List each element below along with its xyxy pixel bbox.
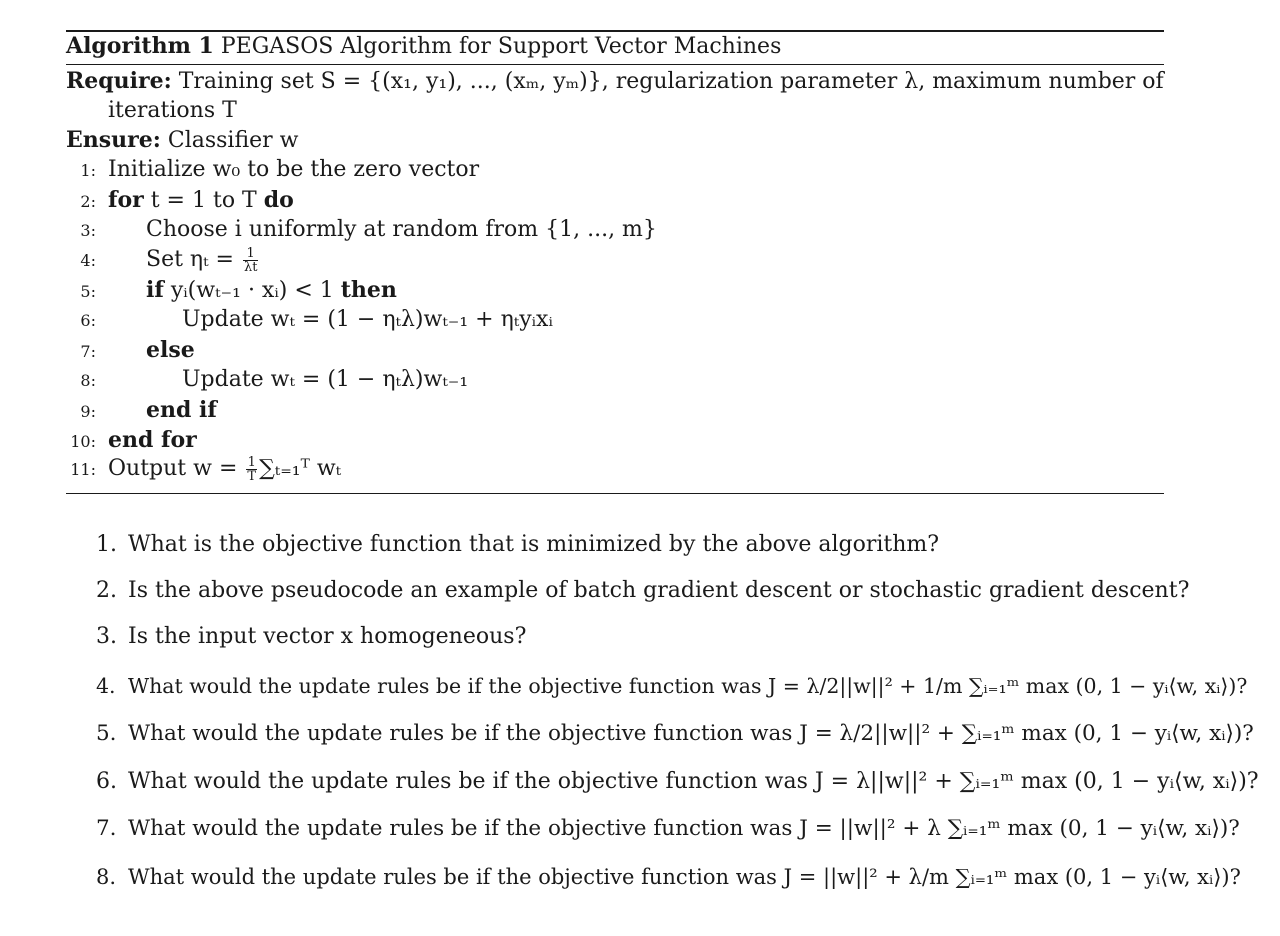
fraction-denominator: T	[247, 468, 257, 484]
step-number: 7:	[80, 342, 96, 361]
question-text: What would the update rules be if the objective function was J = λ/2||w||² + 1/m ∑ᵢ₌₁ᵐ max (0, 1 − yᵢ⟨w, xᵢ⟩)?	[128, 674, 1248, 698]
question-text: What would the update rules be if the objective function was J = ||w||² + λ ∑ᵢ₌₁ᵐ max (0, 1 − yᵢ⟨w, xᵢ⟩)?	[128, 816, 1240, 841]
ensure-label: Ensure:	[66, 127, 161, 153]
algorithm-step	[66, 186, 294, 216]
question-number: 5.	[96, 721, 117, 746]
question-number: 6.	[96, 769, 117, 794]
step-number: 3:	[80, 221, 96, 240]
ensure-line	[66, 126, 299, 155]
algorithm-step	[66, 455, 341, 484]
step-number: 9:	[80, 402, 96, 421]
question-item	[96, 720, 1254, 748]
step-number: 10:	[70, 432, 96, 451]
fraction-numerator: 1	[247, 454, 256, 470]
require-continuation: iterations T	[108, 98, 237, 123]
step-number: 8:	[80, 371, 96, 390]
question-number: 7.	[96, 816, 117, 841]
ensure-text: Classifier w	[167, 128, 299, 153]
question-number: 1.	[96, 532, 117, 557]
algorithm-step	[66, 336, 195, 366]
require-text: Training set S = {(x₁, y₁), ..., (xₘ, yₘ)}, regularization parameter λ, maximum number of	[178, 69, 1164, 94]
algorithm-step	[66, 306, 553, 335]
question-text: Is the input vector x homogeneous?	[128, 624, 527, 649]
step-keyword: then	[340, 277, 397, 303]
algorithm-label: Algorithm 1	[66, 33, 214, 59]
question-text: What would the update rules be if the objective function was J = ||w||² + λ/m ∑ᵢ₌₁ᵐ max (0, 1 − yᵢ⟨w, xᵢ⟩)?	[128, 865, 1241, 889]
question-number: 4.	[96, 674, 116, 698]
require-label: Require:	[66, 68, 172, 94]
step-text: Initialize w₀ to be the zero vector	[108, 157, 480, 182]
step-text: Output w =	[108, 456, 245, 481]
step-keyword: end if	[146, 397, 217, 423]
algorithm-step	[66, 276, 397, 306]
question-number: 2.	[96, 578, 117, 603]
step-text: Set ηₜ =	[146, 247, 241, 272]
step-text: Update wₜ = (1 − ηₜλ)wₜ₋₁	[182, 367, 469, 392]
algorithm-caption	[66, 32, 781, 61]
step-keyword: do	[263, 187, 294, 213]
question-item	[96, 863, 1241, 891]
question-item	[96, 768, 1259, 796]
step-text: Update wₜ = (1 − ηₜλ)wₜ₋₁ + ηₜyᵢxᵢ	[182, 307, 553, 332]
algorithm-step	[66, 216, 657, 245]
step-text: yᵢ(wₜ₋₁ · xᵢ) < 1	[163, 278, 341, 303]
fraction-denominator: λt	[243, 259, 258, 275]
step-keyword: for	[108, 187, 144, 213]
step-keyword: else	[146, 337, 195, 363]
step-number: 2:	[80, 192, 96, 211]
step-keyword: end for	[108, 427, 197, 453]
step-text: ∑ₜ₌₁ᵀ wₜ	[259, 456, 342, 481]
step-number: 4:	[80, 251, 96, 270]
fraction	[243, 247, 258, 274]
question-text: Is the above pseudocode an example of batch gradient descent or stochastic gradient descent?	[128, 578, 1190, 603]
fraction	[246, 456, 257, 483]
question-text: What would the update rules be if the objective function was J = λ/2||w||² + ∑ᵢ₌₁ᵐ max (0, 1 − yᵢ⟨w, xᵢ⟩)?	[128, 721, 1254, 746]
require-line	[66, 67, 1164, 96]
algorithm-step	[66, 156, 479, 185]
question-item	[96, 577, 1189, 605]
question-number: 8.	[96, 865, 117, 889]
algorithm-title: PEGASOS Algorithm for Support Vector Machines	[220, 34, 782, 59]
algorithm-step	[66, 246, 260, 275]
algorithm-step	[66, 426, 197, 456]
question-item	[96, 531, 939, 559]
question-item	[96, 623, 526, 651]
question-text: What is the objective function that is minimized by the above algorithm?	[128, 532, 940, 557]
question-item	[96, 815, 1240, 843]
step-keyword: if	[146, 277, 164, 303]
bottom-rule	[66, 493, 1164, 494]
step-text: Choose i uniformly at random from {1, ..., m}	[146, 217, 657, 242]
step-number: 6:	[80, 311, 96, 330]
question-item	[96, 672, 1247, 700]
step-number: 1:	[80, 161, 96, 180]
algorithm-step	[66, 366, 468, 395]
step-text: t = 1 to T	[143, 188, 264, 213]
step-number: 5:	[80, 282, 96, 301]
fraction-numerator: 1	[243, 247, 258, 261]
algorithm-step	[66, 396, 217, 426]
caption-rule	[66, 64, 1164, 65]
question-text: What would the update rules be if the objective function was J = λ||w||² + ∑ᵢ₌₁ᵐ max (0, 1 − yᵢ⟨w, xᵢ⟩)?	[128, 769, 1259, 794]
step-number: 11:	[70, 460, 96, 479]
question-number: 3.	[96, 624, 117, 649]
